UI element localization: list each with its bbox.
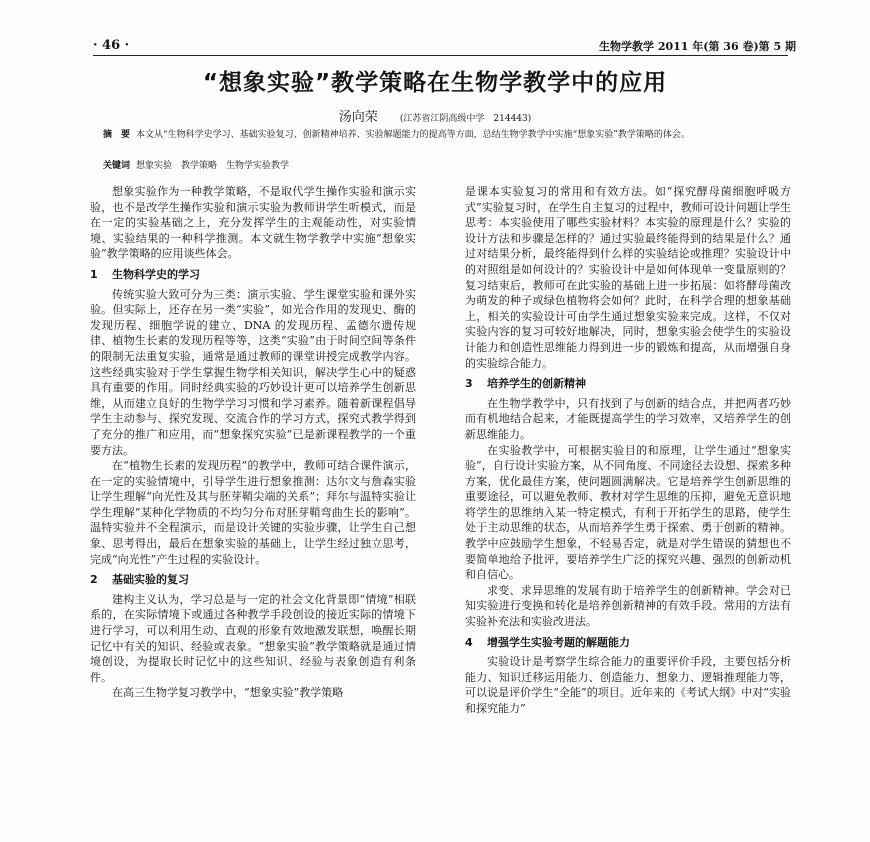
section-title: 生物科学史的学习 [112,267,200,281]
abstract-label: 摘 要 [103,130,131,140]
body-paragraph: 建构主义认为，学习总是与一定的社会文化背景即“情境”相联系的，在实际情境下或通过各种教学手段创设的接近实际的情境下进行学习，可以利用生动、直观的形象有效地激发联想，唤醒长期记忆中有关的知识、经验或表象。“想象实验”教学策略就是通过情境创设，为提取长时记忆中的这些知识、经验与表象创造有利条件。 [90,592,416,684]
page-number: · 46 · [93,38,130,53]
article-title: “想象实验”教学策略在生物学教学中的应用 [202,70,668,96]
keywords [103,158,771,171]
body-paragraph: 在实验教学中，可根据实验目的和原理，让学生通过“想象实验”，自行设计实验方案，从不同角度、不同途径去设想、探索多种方案，优化最佳方案，使问题圆满解决。它是培养学生创新思维的重要途径，可以避免教师、教材对学生思维的压抑，避免无意识地将学生的思维纳入某一特定模式，有利于开拓学生的思路，使学生处于主动思维的状态，从而培养学生勇于探索、勇于创新的精神。教学中应鼓励学生想象，不轻易否定，就是对学生错误的猜想也不要简单地给予批评，要培养学生广泛的探究兴趣、强烈的创新动机和自信心。 [465,443,791,582]
section-title: 增强学生实验考题的解题能力 [487,635,630,649]
section-heading [465,635,791,651]
section-number: 3 [465,377,473,391]
journal-header: 生物学教学 2011 年(第 36 卷)第 5 期 [599,40,796,53]
abstract-text: 本文从“生物科学史学习、基础实验复习、创新精神培养、实验解题能力的提高等方面，总结生物学教学中实施“想象实验”教学策略的体会。 [136,130,690,140]
body-paragraph: 在“植物生长素的发现历程”的教学中，教师可结合课件演示，在一定的实验情境中，引导学生进行想象推测：达尔文与詹森实验让学生理解“向光性及其与胚芽鞘尖端的关系”；拜尔与温特实验让学生理解“某种化学物质的不均匀分布对胚芽鞘弯曲生长的影响”。温特实验并不全程演示，而是设计关键的实验步骤，让学生自己想象、思考得出，最后在想象实验的基础上，让学生经过独立思考，完成“向光性”产生过程的实验设计。 [90,459,416,566]
byline [0,106,870,125]
section-number: 4 [465,635,473,649]
keywords-label: 关键词 [103,161,131,171]
header-rule [93,55,788,56]
body-paragraph: 想象实验作为一种教学策略，不是取代学生操作实验和演示实验，也不是改学生操作实验和演示实验为教师讲学生听模式，而是在一定的实验基础之上，充分发挥学生的主观能动性，对实验情境、实验结果的一种科学推测。本文就生物学教学中实施“想象实验”教学策略的应用谈些体会。 [90,185,416,261]
body-paragraph: 在生物学教学中，只有找到了与创新的结合点，并把两者巧妙而有机地结合起来，才能既提高学生的学习效率，又培养学生的创新思维能力。 [465,396,791,441]
section-title: 培养学生的创新精神 [487,377,586,391]
author-name: 汤向荣 [338,110,378,125]
body-paragraph: 实验设计是考察学生综合能力的重要评价手段，主要包括分析能力、知识迁移运用能力、创造能力、想象力、逻辑推理能力等，可以说是评价学生“全能”的项目。近年来的《考试大纲》中对“实验和探究能力” [465,655,791,715]
author-affiliation: (江苏省江阴高级中学 214443) [399,114,532,124]
left-column [90,184,416,701]
body-paragraph: 是课本实验复习的常用和有效方法。如“探究酵母菌细胞呼吸方式”实验复习时，在学生自主复习的过程中，教师可设计问题让学生思考：本实验使用了哪些实验材料？本实验的原理是什么？实验的设计方法和步骤是怎样的？通过实验最终能得到的结果是什么？通过对结果分析，最终能得到什么样的实验结论或推理？实验设计中的对照组是如何设计的？实验设计中是如何体现单一变量原则的？复习结束后，教师可在此实验的基础上进一步拓展：如将酵母菌改为萌发的种子或绿色植物将会如何？此时，在科学合理的想象基础上，相关的实验设计可由学生通过想象实验来完成。这样，不仅对实验内容的复习可较好地解决，同时，想象实验会使学生的实验设计能力和创造性思维能力得到进一步的锻炼和提高，从而增强自身的实验综合能力。 [465,185,791,370]
body-paragraph: 在高三生物学复习教学中，“想象实验”教学策略 [112,686,344,700]
abstract [103,128,771,142]
section-heading [465,376,791,392]
keywords-text: 想象实验 教学策略 生物学实验教学 [136,161,290,171]
right-column [465,184,791,717]
section-number: 2 [90,573,98,587]
section-number: 1 [90,267,98,281]
section-heading [90,267,416,283]
body-paragraph: 传统实验大致可分为三类：演示实验、学生课堂实验和课外实验。但实际上，还存在另一类“实验”，如光合作用的发现史、酶的发现历程、细胞学说的建立、DNA 的发现历程、孟德尔遗传规律、植物生长素的发现历程等等，这类“实验”由于时间空间等条件的限制无法重复实验，通常是通过教师的课堂讲授完成教学内容。这些经典实验对于学生掌握生物学相关知识，解决学生心中的疑惑具有重要的作用。同时经典实验的巧妙设计更可以培养学生创新思维，从而建立良好的生物学学习习惯和学习素养。随着新课程倡导学生主动参与、探究发现、交流合作的学习方式，探究式教学得到了充分的推广和应用，而“想象探究实验”已是新课程教学的一个重要方法。 [90,287,416,457]
section-title: 基础实验的复习 [112,573,189,587]
section-heading [90,572,416,588]
body-paragraph: 求变、求异思维的发展有助于培养学生的创新精神。学会对已知实验进行变换和转化是培养创新精神的有效手段。常用的方法有实验补充法和实验改进法。 [465,583,791,629]
